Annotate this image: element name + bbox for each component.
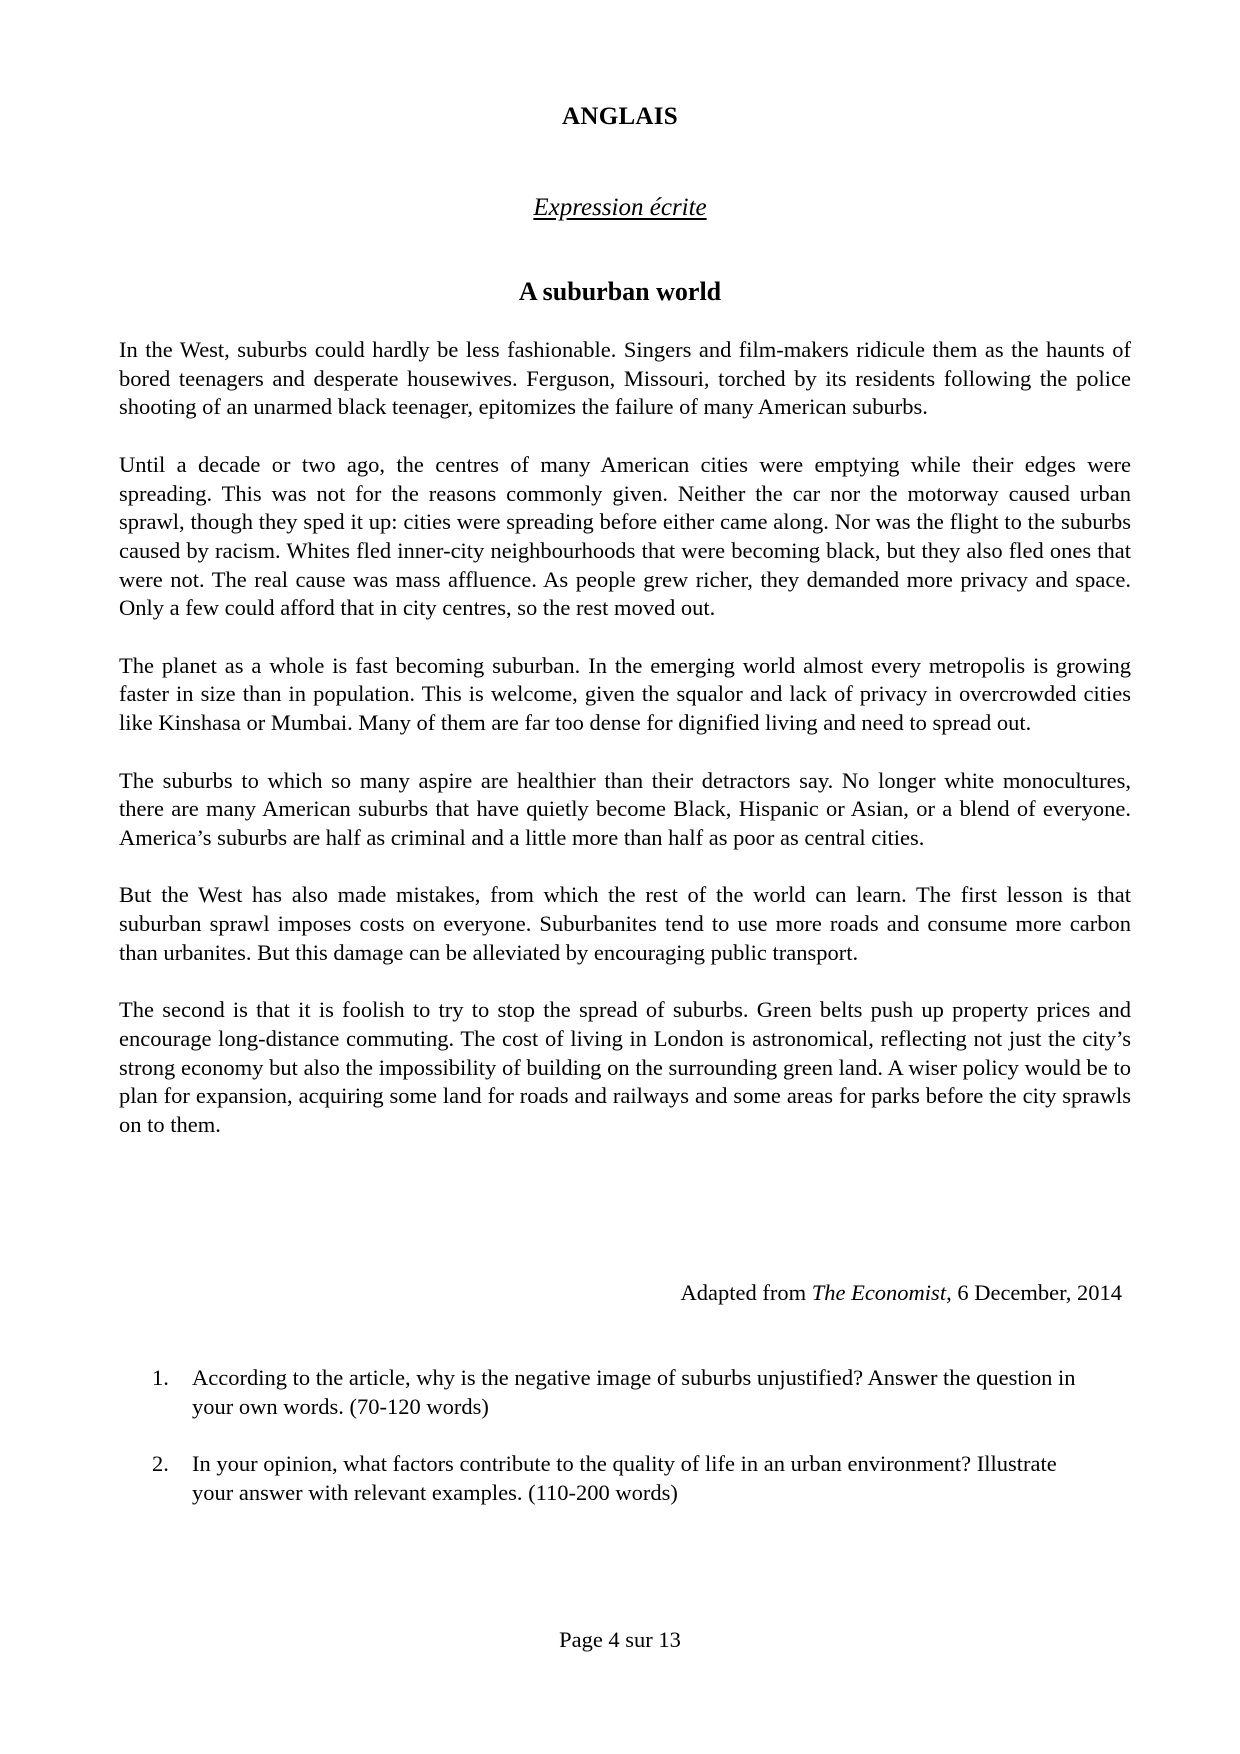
source-prefix: Adapted from (680, 1280, 812, 1305)
article-title: A suburban world (518, 277, 722, 306)
question-item (152, 1364, 1092, 1421)
question-text: According to the article, why is the negative image of suburbs unjustified? Answer the question in your own words. (70-120 words) (192, 1365, 1076, 1419)
subject-heading: ANGLAIS (561, 103, 679, 130)
article-paragraph: But the West has also made mistakes, from which the rest of the world can learn. The first lesson is that suburban sprawl imposes costs on everyone. Suburbanites tend to use more roads and consume more carbon than urbanites. But this damage can be alleviated by encouraging public transport. (119, 882, 1131, 965)
article-paragraph: Until a decade or two ago, the centres of many American cities were emptying while their edges were spreading. This was not for the reasons commonly given. Neither the car nor the motorway caused urban sprawl, though they sped it up: cities were spreading before either came along. Nor was the flight to the suburbs caused by racism. Whites fled inner-city neighbourhoods that were becoming black, but they also fled ones that were not. The real cause was mass affluence. As people grew richer, they demanded more privacy and space. Only a few could afford that in city centres, so the rest moved out. (119, 451, 1131, 621)
article-paragraph: The planet as a whole is fast becoming suburban. In the emerging world almost every metropolis is growing faster in size than in population. This is welcome, given the squalor and lack of privacy in overcrowded cities like Kinshasa or Mumbai. Many of them are far too dense for dignified living and need to spread out. (119, 652, 1131, 736)
section-heading: Expression écrite (533, 194, 707, 221)
source-date: , 6 December, 2014 (946, 1280, 1122, 1305)
article-paragraph: In the West, suburbs could hardly be less fashionable. Singers and film-makers ridicule them as the haunts of bored teenagers and desperate housewives. Ferguson, Missouri, torched by its residents following the police shooting of an unarmed black teenager, epitomizes the failure of many American suburbs. (119, 337, 1131, 420)
source-publication: The Economist (811, 1280, 947, 1305)
page-number: Page 4 sur 13 (559, 1627, 681, 1652)
question-list (152, 1364, 1092, 1536)
question-item (152, 1450, 1092, 1507)
source-citation (680, 1279, 1122, 1307)
article-body (119, 336, 1131, 1168)
question-number: 1. (152, 1365, 169, 1390)
question-number: 2. (152, 1451, 169, 1477)
article-paragraph: The second is that it is foolish to try to stop the spread of suburbs. Green belts push up property prices and encourage long-distance commuting. The cost of living in London is astronomical, reflecting not just the city’s strong economy but also the impossibility of building on the surrounding green land. A wiser policy would be to plan for expansion, acquiring some land for roads and railways and some areas for parks before the city sprawls on to them. (119, 997, 1131, 1137)
question-text: In your opinion, what factors contribute to the quality of life in an urban environment? Illustrate your answer with relevant examples. (110-200 words) (192, 1451, 1057, 1505)
article-paragraph: The suburbs to which so many aspire are healthier than their detractors say. No longer white monocultures, there are many American suburbs that have quietly become Black, Hispanic or Asian, or a blend of everyone. America’s suburbs are half as criminal and a little more than half as poor as central cities. (119, 767, 1131, 850)
